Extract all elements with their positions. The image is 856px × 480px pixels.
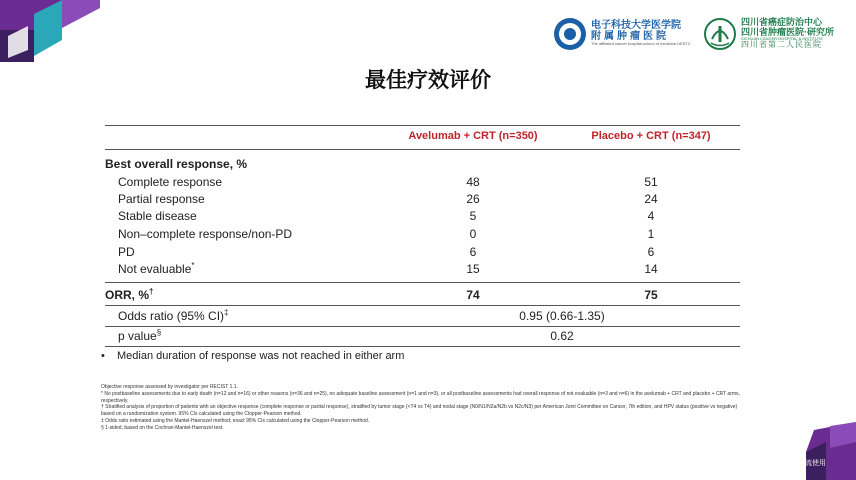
uestc-logo-line2: 附属肿瘤医院: [591, 30, 669, 42]
bullet-point: [101, 350, 404, 362]
sichuan-cancer-logo: [703, 14, 838, 54]
uestc-logo: [553, 14, 693, 54]
table-row-rule: [105, 305, 740, 306]
column-header-placebo: Placebo + CRT (n=347): [591, 130, 711, 142]
sichuan-logo-line1: 四川省癌症防治中心: [741, 17, 823, 28]
row-label: Stable disease: [118, 209, 197, 223]
section-row: [105, 157, 740, 174]
row-value-avelumab: 48: [466, 175, 480, 189]
table-row: [105, 245, 740, 262]
sichuan-logo-line4: 四川省第二人民医院: [741, 40, 822, 50]
table-mid-rule: [105, 282, 740, 283]
row-label: PD: [118, 245, 135, 259]
table-top-rule: [105, 125, 740, 126]
footnote: † Stratified analysis of proportion of patients with an objective response (complete response or partial response), stratified by tumor stage (<T4 vs T4) and nodal stage (N0/N1/N2a/N2b vs N2c/N3) per American Joint Committee on Cancer, 7th edition, and HPV status (positive vs negative) based on a randomization system. 95% CIs calculated using the Clopper-Pearson method.: [101, 404, 738, 417]
row-value-placebo: 24: [644, 192, 658, 206]
sichuan-logo-line2: 四川省肿瘤医院·研究所: [741, 26, 834, 37]
row-label: Complete response: [118, 175, 223, 189]
footnotes: [101, 384, 751, 431]
footnote: § 1-sided, based on the Cochran-Mantel-Haenszel test.: [101, 424, 224, 431]
row-value-placebo: 4: [647, 209, 655, 223]
row-value-avelumab: 5: [469, 209, 477, 223]
row-label: Not evaluable*: [118, 261, 195, 276]
sichuan-logo-line3: SICHUAN CANCER HOSPITAL & INSTITUTE: [741, 36, 824, 42]
row-value-placebo: 1: [647, 227, 655, 241]
table-row-rule: [105, 326, 740, 327]
row-value-placebo: 51: [644, 175, 658, 189]
odds-ratio-row: [105, 309, 740, 326]
section-label: Best overall response, %: [105, 157, 248, 171]
orr-row: [105, 288, 740, 305]
uestc-logo-line3: The affiliated cancer hospital,school of medicine,UESTC: [591, 41, 691, 47]
orr-value-placebo: 75: [644, 288, 658, 302]
p-value-label: p value§: [118, 328, 162, 343]
university-seal-icon: [553, 17, 587, 51]
table-row: [105, 209, 740, 226]
watermark-text: 交流使用: [798, 460, 826, 467]
row-value-avelumab: 6: [469, 245, 477, 259]
row-label: Partial response: [118, 192, 205, 206]
hospital-emblem-icon: [703, 17, 737, 51]
slide-title: 最佳疗效评价: [365, 68, 491, 92]
bullet-text: Median duration of response was not reached in either arm: [117, 350, 405, 362]
table-row: [105, 175, 740, 192]
row-value-avelumab: 0: [469, 227, 477, 241]
row-value-placebo: 6: [647, 245, 655, 259]
table-header-rule: [105, 149, 740, 150]
bullet-icon: •: [101, 350, 105, 362]
row-label: Non–complete response/non-PD: [118, 227, 293, 241]
odds-ratio-value: 0.95 (0.66-1.35): [519, 309, 605, 323]
orr-label: ORR, %†: [105, 287, 154, 302]
uestc-logo-line1: 电子科技大学医学院: [591, 20, 681, 32]
orr-value-avelumab: 74: [466, 288, 480, 302]
footnote: ‡ Odds ratio estimated using the Mantel-Haenszel method; exact 95% CIs calculated using the Clopper-Pearson method.: [101, 417, 370, 424]
footnote: * No postbaseline assessments due to early death (n=12 and n=16) or other reasons (n=36 and n=25), no adequate baseline assessment (n=1 and n=3), or all postbaseline assessments had overall response of not evaluable (n=3 and n=6) in the avelumab + CRT and placebo + CRT arms, respectively.: [101, 390, 740, 404]
table-row: [105, 192, 740, 209]
row-value-placebo: 14: [644, 262, 658, 276]
footnote: Objective response assessed by investigator per RECIST 1.1.: [101, 384, 238, 390]
corner-decoration-bottom-right: [786, 422, 856, 480]
p-value: 0.62: [550, 329, 574, 343]
p-value-row: [105, 329, 740, 346]
row-value-avelumab: 26: [466, 192, 480, 206]
row-value-avelumab: 15: [466, 262, 480, 276]
corner-decoration-top-left: [0, 0, 110, 62]
table-row: [105, 262, 740, 279]
table-bottom-rule: [105, 346, 740, 347]
odds-ratio-label: Odds ratio (95% CI)‡: [118, 308, 229, 323]
table-row: [105, 227, 740, 244]
column-header-avelumab: Avelumab + CRT (n=350): [408, 130, 538, 142]
